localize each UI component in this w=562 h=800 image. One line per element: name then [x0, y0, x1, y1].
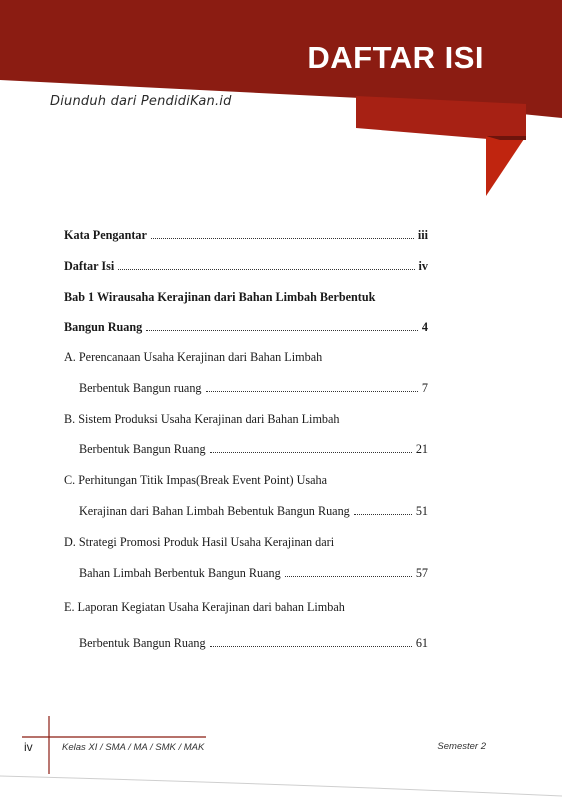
- toc-page-number: 7: [421, 381, 428, 395]
- toc-page-number: iv: [418, 259, 428, 273]
- toc-entry-section-c-line-2[interactable]: [79, 504, 428, 519]
- toc-entry-label: C. Perhitungan Titik Impas(Break Event Point) Usaha: [64, 473, 328, 487]
- footer-rule-graphic: [0, 710, 562, 800]
- toc-leader-dots: [285, 567, 412, 577]
- header-ribbon-tail: [486, 136, 526, 196]
- footer-class-text: Kelas XI / SMA / MA / SMK / MAK: [62, 742, 205, 753]
- page-title: DAFTAR ISI: [307, 40, 484, 75]
- toc-entry-label: Bab 1 Wirausaha Kerajinan dari Bahan Limbah Berbentuk: [64, 290, 376, 304]
- toc-entry-label: Kerajinan dari Bahan Limbah Bebentuk Bangun Ruang: [79, 504, 350, 518]
- toc-entry-section-b-line-2[interactable]: [79, 442, 428, 457]
- toc-leader-dots: [151, 229, 414, 239]
- toc-leader-dots: [146, 321, 418, 331]
- source-watermark: Diunduh dari PendidiKan.id: [50, 94, 232, 109]
- toc-page-number: 4: [421, 320, 428, 334]
- toc-entry-section-a-line-1[interactable]: [64, 350, 428, 365]
- toc-entry-daftar-isi[interactable]: [64, 259, 428, 274]
- footer-semester: Semester 2: [437, 741, 486, 752]
- toc-leader-dots: [354, 505, 412, 515]
- toc-page-number: 21: [415, 442, 428, 456]
- toc-page-number: 57: [415, 566, 428, 580]
- toc-leader-dots: [210, 637, 412, 647]
- toc-entry-section-c-line-1[interactable]: [64, 473, 428, 488]
- toc-entry-label: A. Perencanaan Usaha Kerajinan dari Bahan Limbah: [64, 350, 323, 364]
- toc-entry-label: E. Laporan Kegiatan Usaha Kerajinan dari bahan Limbah: [64, 600, 345, 614]
- page-number: iv: [24, 740, 33, 754]
- toc-page-number: iii: [417, 228, 428, 242]
- toc-entry-label: Berbentuk Bangun ruang: [79, 381, 202, 395]
- toc-entry-label: Berbentuk Bangun Ruang: [79, 442, 206, 456]
- toc-leader-dots: [210, 443, 412, 453]
- toc-entry-section-e-line-2[interactable]: [79, 636, 428, 651]
- toc-page-number: 51: [415, 504, 428, 518]
- toc-leader-dots: [206, 382, 418, 392]
- toc-entry-label: D. Strategi Promosi Produk Hasil Usaha Kerajinan dari: [64, 535, 335, 549]
- toc-entry-section-d-line-1[interactable]: [64, 535, 428, 550]
- toc-entry-bab-1-line-1[interactable]: [64, 290, 428, 305]
- toc-entry-section-d-line-2[interactable]: [79, 566, 428, 581]
- footer-curve-rule: [0, 776, 562, 796]
- toc-entry-label: B. Sistem Produksi Usaha Kerajinan dari Bahan Limbah: [64, 412, 340, 426]
- toc-entry-label: Berbentuk Bangun Ruang: [79, 636, 206, 650]
- toc-page-number: 61: [415, 636, 428, 650]
- toc-entry-label: Daftar Isi: [64, 259, 115, 273]
- toc-entry-label: Bahan Limbah Berbentuk Bangun Ruang: [79, 566, 281, 580]
- toc-entry-section-e-line-1[interactable]: [64, 600, 428, 615]
- toc-entry-section-b-line-1[interactable]: [64, 412, 428, 427]
- toc-entry-label: Kata Pengantar: [64, 228, 147, 242]
- toc-entry-kata-pengantar[interactable]: [64, 228, 428, 243]
- toc-leader-dots: [118, 260, 414, 270]
- toc-entry-section-a-line-2[interactable]: [79, 381, 428, 396]
- toc-entry-label: Bangun Ruang: [64, 320, 143, 334]
- toc-entry-bab-1-line-2[interactable]: [64, 320, 428, 335]
